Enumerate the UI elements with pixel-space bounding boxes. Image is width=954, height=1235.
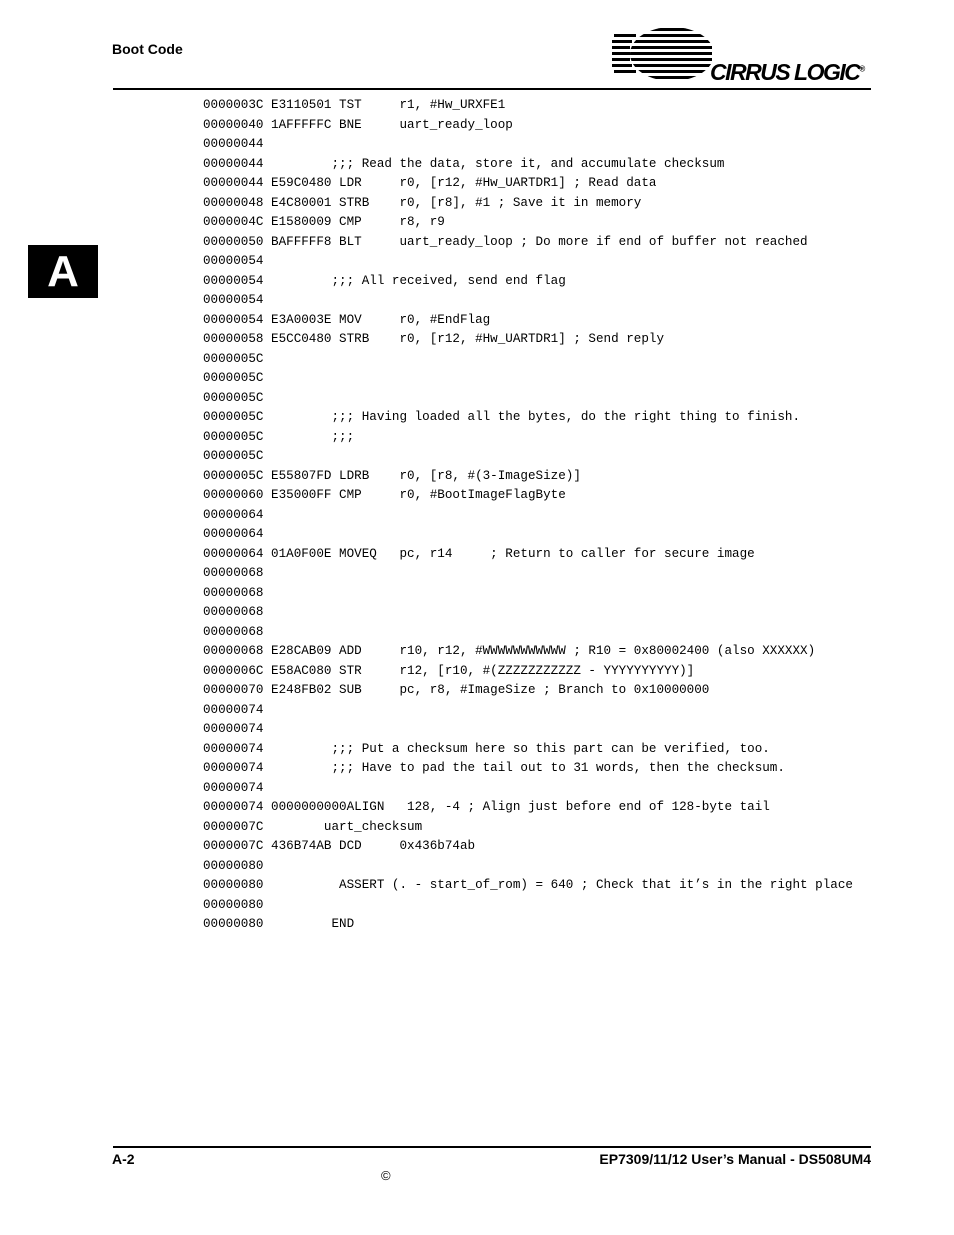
code-line: 0000005C ;;; Having loaded all the bytes, do the right thing to finish. <box>203 410 801 424</box>
code-line: 00000074 ;;; Put a checksum here so this part can be verified, too. <box>203 741 770 756</box>
code-line: 00000074 ;;; Have to pad the tail out to 31 words, then the checksum. <box>203 761 785 775</box>
copyright-symbol: © <box>381 1168 391 1183</box>
code-line: 0000007C uart_checksum <box>203 819 423 834</box>
code-line: 00000048 E4C80001 STRB r0, [r8], #1 ; Save it in memory <box>203 195 642 210</box>
code-line: 00000068 <box>203 624 264 639</box>
code-line: 00000080 ASSERT (. - start_of_rom) = 640 ; Check that it’s in the right place <box>203 878 853 892</box>
code-line: 0000004C E1580009 CMP r8, r9 <box>203 215 445 229</box>
code-line: 00000068 <box>203 585 264 600</box>
code-line: 00000074 <box>203 780 264 795</box>
code-line: 00000068 E28CAB09 ADD r10, r12, #WWWWWWWWWWW ; R10 = 0x80002400 (also XXXXXX) <box>203 644 816 658</box>
code-line: 0000005C <box>203 390 264 405</box>
code-listing <box>203 96 853 935</box>
code-line: 00000064 <box>203 527 264 541</box>
footer-divider <box>113 1146 871 1148</box>
code-line: 0000006C E58AC080 STR r12, [r10, #(ZZZZZZZZZZZ - YYYYYYYYYY)] <box>203 663 695 678</box>
code-line: 00000064 01A0F00E MOVEQ pc, r14 ; Return to caller for secure image <box>203 546 755 561</box>
code-line: 00000080 <box>203 858 264 873</box>
code-line: 0000005C <box>203 351 264 366</box>
code-line: 0000007C 436B74AB DCD 0x436b74ab <box>203 839 476 853</box>
code-line: 0000003C E3110501 TST r1, #Hw_URXFE1 <box>203 98 506 112</box>
code-line: 0000005C E55807FD LDRB r0, [r8, #(3-ImageSize)] <box>203 468 581 483</box>
logo-wordmark: CIRRUS LOGIC® <box>710 59 866 85</box>
page-number: A-2 <box>112 1151 135 1167</box>
code-line: 0000005C <box>203 449 264 463</box>
code-line: 00000044 ;;; Read the data, store it, and accumulate checksum <box>203 156 725 171</box>
code-line: 00000054 <box>203 254 264 268</box>
code-line: 00000080 <box>203 897 264 912</box>
code-line: 00000080 END <box>203 917 355 931</box>
appendix-tab: A <box>28 245 98 298</box>
code-line: 00000070 E248FB02 SUB pc, r8, #ImageSize ; Branch to 0x10000000 <box>203 683 710 697</box>
code-line: 00000050 BAFFFFF8 BLT uart_ready_loop ; Do more if end of buffer not reached <box>203 234 808 249</box>
registered-mark: ® <box>859 64 866 74</box>
code-line: 00000054 E3A0003E MOV r0, #EndFlag <box>203 312 491 327</box>
code-line: 00000058 E5CC0480 STRB r0, [r12, #Hw_UARTDR1] ; Send reply <box>203 332 665 346</box>
code-line: 00000074 0000000000ALIGN 128, -4 ; Align just before end of 128-byte tail <box>203 800 770 814</box>
code-line: 00000044 <box>203 137 264 151</box>
code-line: 00000064 <box>203 507 264 522</box>
code-line: 00000068 <box>203 566 264 580</box>
page-header-title: Boot Code <box>112 41 183 57</box>
code-line: 00000054 <box>203 293 264 307</box>
code-line: 00000040 1AFFFFFC BNE uart_ready_loop <box>203 117 513 132</box>
logo-stripes-icon <box>612 26 712 82</box>
manual-title: EP7309/11/12 User’s Manual - DS508UM4 <box>599 1151 871 1167</box>
code-line: 0000005C <box>203 371 264 385</box>
code-line: 00000044 E59C0480 LDR r0, [r12, #Hw_UARTDR1] ; Read data <box>203 176 657 190</box>
company-logo <box>612 26 872 86</box>
code-line: 0000005C ;;; <box>203 429 355 444</box>
code-line: 00000068 <box>203 605 264 619</box>
header-divider <box>113 88 871 90</box>
code-line: 00000054 ;;; All received, send end flag <box>203 273 566 288</box>
code-line: 00000060 E35000FF CMP r0, #BootImageFlagByte <box>203 488 566 502</box>
code-line: 00000074 <box>203 702 264 717</box>
code-line: 00000074 <box>203 722 264 736</box>
